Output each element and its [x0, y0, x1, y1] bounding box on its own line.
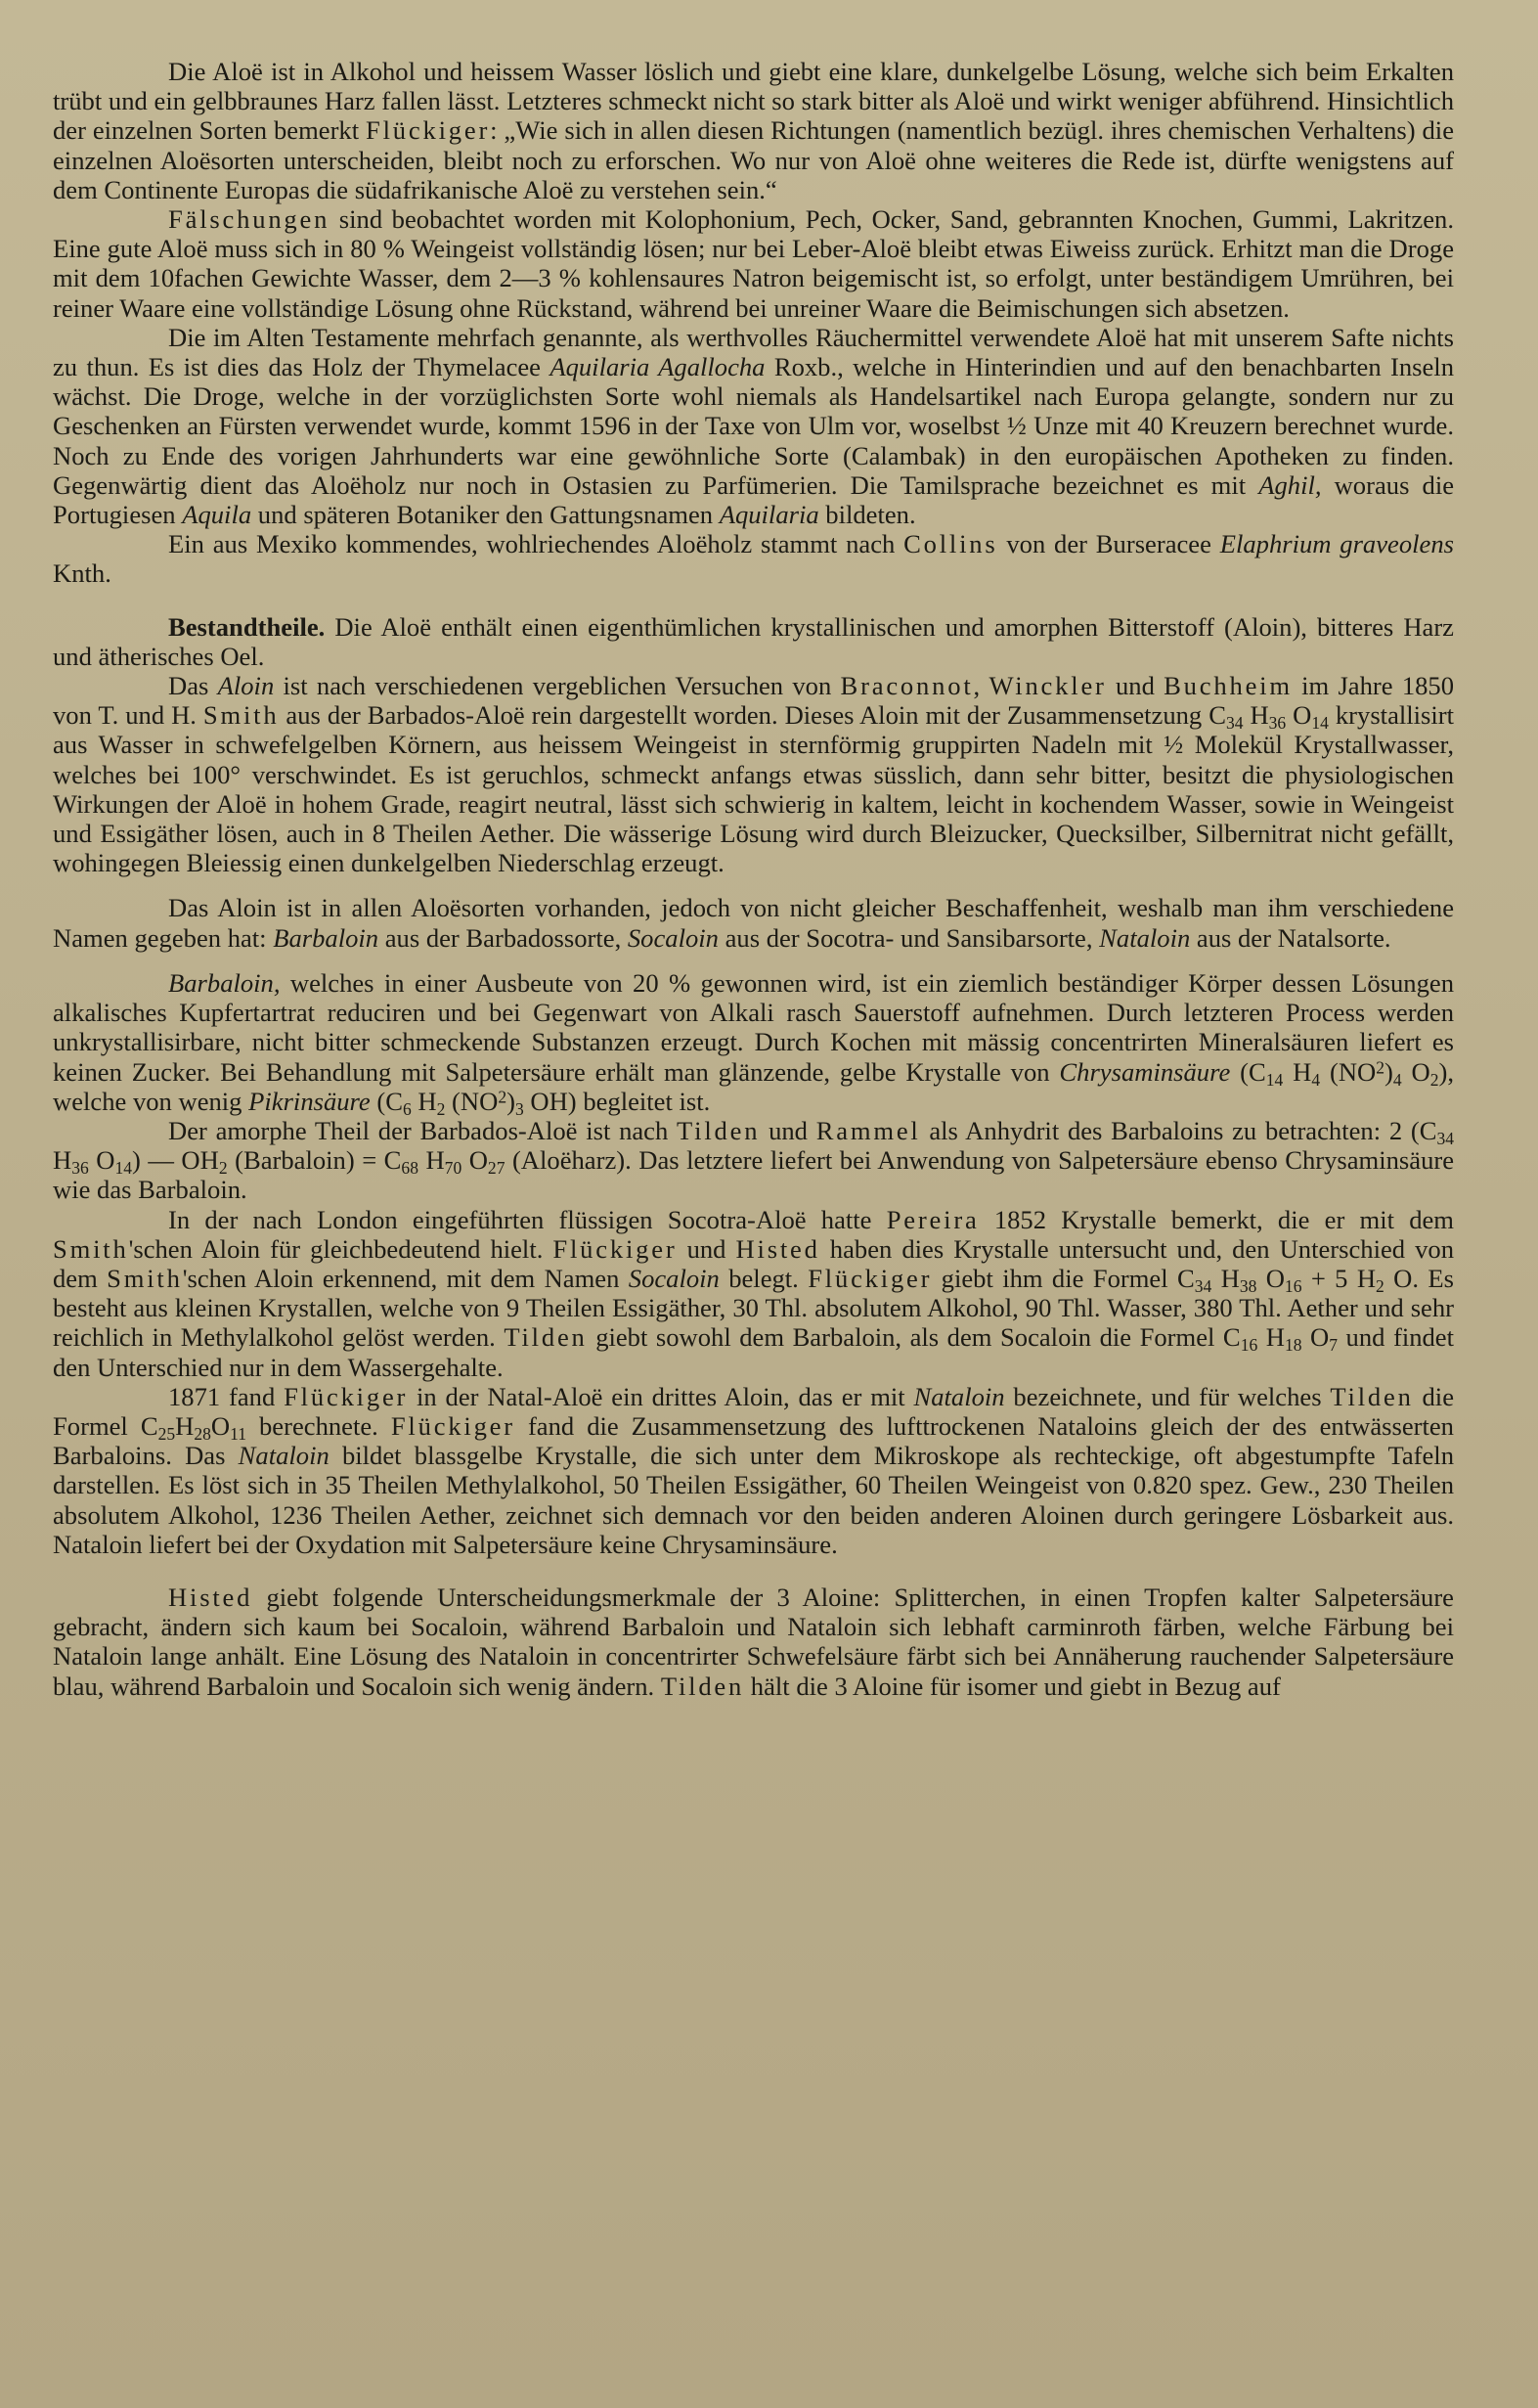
text-run: 'schen Aloin erkennend, mit dem Namen [182, 1263, 629, 1293]
text-run: Histed [735, 1233, 820, 1264]
text-run: giebt sowohl dem Barbaloin, als dem Socaloin die Formel C [587, 1322, 1241, 1353]
text-run: 34 [1194, 1275, 1212, 1296]
text-run: 16 [1240, 1335, 1258, 1356]
paragraph-p11 [53, 1382, 1454, 1559]
text-run: sind beobachtet worden mit Kolophonium, Pech, Ocker, Sand, gebrannten Knochen, Gummi, Lakritzen. Eine gute Aloë muss sich in 80 % Weingeist vollständig lösen; nur bei Leber-Aloë bleibt etwas Eiweiss zurück. Erhitzt man die Droge mit dem 10fachen Gewichte Wasser, dem 2—3 % kohlensaures Natron beigemischt ist, so erfolgt, unter beständigem Umrühren, bei reiner Waare eine vollständige Lösung ohne Rückstand, während bei unreiner Waare die Beimischungen sich absetzen. [53, 204, 1454, 323]
text-run: 14 [1265, 1069, 1284, 1090]
text-run: haben dies Krystalle untersucht und, den Unterschied von dem [53, 1233, 1454, 1293]
text-run: 'schen Aloin für gleichbedeutend hielt. [128, 1233, 553, 1264]
text-run: und späteren Botaniker den Gattungsnamen [251, 500, 720, 530]
text-run: in der Natal-Aloë ein drittes Aloin, das er mit [408, 1381, 914, 1411]
text-run: fand die Zusammensetzung des lufttrockenen Nataloins gleich der des entwässerten Barbaloins. Das [53, 1410, 1454, 1471]
text-run: H [53, 1145, 72, 1176]
text-run: und [1106, 671, 1164, 701]
text-run: OH) begleitet ist. [523, 1086, 711, 1116]
text-run: H [411, 1086, 437, 1116]
text-run: Tilden [1330, 1381, 1414, 1411]
text-run: Flückiger [366, 115, 491, 146]
text-run: (Aloëharz). Das letztere liefert bei Anwendung von Salpetersäure ebenso Chrysaminsäure wie das Barbaloin. [53, 1145, 1455, 1205]
text-run: O [461, 1145, 488, 1176]
text-run: 1871 fand [168, 1381, 285, 1411]
text-run: O [1301, 1322, 1330, 1353]
text-run: berechnete. [246, 1410, 391, 1441]
text-run: (NO [445, 1086, 499, 1116]
text-run: 3 [514, 1098, 524, 1119]
text-run: O. Es besteht aus kleinen Krystallen, welche von 9 Theilen Essigäther, 30 Thl. absolutem Alkohol, 90 Thl. Wasser, 380 Thl. Aether und sehr reichlich in Methylalkohol gelöst werden. [53, 1263, 1454, 1353]
text-run: 34 [1225, 713, 1244, 734]
text-run: Aghil, [1258, 469, 1322, 500]
text-run: Chrysaminsäure [1059, 1056, 1231, 1087]
text-run: bildeten. [818, 500, 916, 530]
text-run: 6 [402, 1098, 412, 1119]
text-run: Knth. [53, 558, 111, 589]
text-run: , [973, 671, 989, 701]
text-run: Das Aloin ist in allen Aloësorten vorhanden, jedoch von nicht gleicher Beschaffenheit, weshalb man ihm verschiedene Namen gegeben hat: [53, 893, 1454, 953]
text-run: Tilden [660, 1671, 745, 1701]
text-run: Barbaloin, [168, 967, 281, 998]
text-run: und [760, 1115, 816, 1145]
text-run: Tilden [677, 1115, 761, 1145]
text-run: hält die 3 Aloine für isomer und giebt in Bezug auf [744, 1671, 1281, 1701]
text-run: Flückiger [808, 1263, 933, 1293]
text-run: Flückiger [390, 1410, 515, 1441]
text-run: Nataloin [913, 1381, 1005, 1411]
text-run: Histed [168, 1582, 253, 1612]
text-run: Socaloin [628, 1263, 720, 1293]
text-run: 68 [401, 1158, 418, 1179]
text-run: 14 [114, 1158, 133, 1179]
text-run: Roxb., welche in Hinterindien und auf den benachbarten Inseln wächst. Die Droge, welche in der vorzüglichsten Sorte wohl niemals als Handelsartikel nach Europa gelangte, sondern nur zu Geschenken an Fürsten verwendet wurde, kommt 1596 in der Taxe von Ulm vor, woselbst ½ Unze mit 40 Kreuzern berechnet wurde. Noch zu Ende des vorigen Jahrhunderts war eine gewöhnliche Sorte (Calambak) in den europäischen Apotheken zu finden. Gegenwärtig dient das Aloëholz nur noch in Ostasien zu Parfümerien. Die Tamilsprache bezeichnet es mit [53, 352, 1454, 500]
text-run: bezeichnete, und für welches [1004, 1381, 1331, 1411]
text-run: H [1283, 1056, 1312, 1087]
text-run: 27 [487, 1158, 505, 1179]
text-run: 2 [1376, 1275, 1384, 1296]
text-run: 70 [444, 1158, 462, 1179]
text-run: O [1401, 1056, 1430, 1087]
text-run: 11 [230, 1423, 246, 1444]
paragraph-p6 [53, 671, 1454, 877]
text-run: H [417, 1145, 445, 1176]
text-run: welches in einer Ausbeute von 20 % gewonnen wird, ist ein ziemlich beständiger Körper dessen Lösungen alkalisches Kupfertartrat reduciren und bei Gegenwart von Alkali rasch Sauerstoff aufnehmen. Durch letzteren Process werden unkrystallisirbare, nicht bitter schmeckende Substanzen erzeugt. Durch Kochen mit mässig concentrirten Mineralsäuren liefert es keinen Zucker. Bei Behandlung mit Salpetersäure erhält man glänzende, gelbe Krystalle von [53, 967, 1454, 1087]
text-run: Nataloin [1099, 922, 1191, 953]
text-run: 4 [1311, 1069, 1321, 1090]
text-run: Fälschungen [168, 204, 330, 235]
text-run: aus der Barbadossorte, [378, 922, 628, 953]
text-run: Flückiger [284, 1381, 409, 1411]
text-run: 28 [194, 1423, 211, 1444]
text-run: Aquilaria Agallocha [549, 352, 766, 382]
text-run: 38 [1239, 1275, 1257, 1296]
text-run: 2 [436, 1098, 446, 1119]
text-run: 1852 Krystalle bemerkt, die er mit dem [979, 1204, 1454, 1234]
text-run: krystallisirt aus Wasser in schwefelgelben Körnern, aus heissem Weingeist in sternförmig gruppirten Nadeln mit ½ Molekül Krystallwasser, welches bei 100° verschwindet. Es ist geruchlos, schmeckt anfangs etwas süsslich, dann sehr bitter, besitzt die physiologischen Wirkungen der Aloë in hohem Grade, reagirt neutral, lässt sich schwierig in kaltem, leicht in kochendem Wasser, sowie in Weingeist und Essigäther lösen, auch in 8 Theilen Aether. Die wässerige Lösung wird durch Bleizucker, Quecksilber, Silbernitrat nicht gefällt, wohingegen Bleiessig einen dunkelgelben Niederschlag erzeugt. [53, 700, 1455, 878]
text-run: woraus die Portugiesen [53, 469, 1455, 530]
text-run: Die im Alten Testamente mehrfach genannte, als werthvolles Räuchermittel verwendete Aloë hat mit unserem Safte nichts zu thun. Es ist dies das Holz der Thymelacee [53, 322, 1454, 382]
text-run: O [210, 1410, 231, 1441]
paragraph-p3 [53, 323, 1454, 529]
text-run: Pereira [886, 1204, 980, 1234]
text-run: ) [1384, 1056, 1393, 1087]
text-run: H [1243, 700, 1269, 731]
paragraph-p4 [53, 529, 1454, 588]
text-run: H [175, 1410, 195, 1441]
text-run: Bestandtheile. [168, 611, 326, 642]
text-run: Der amorphe Theil der Barbados-Aloë ist nach [168, 1115, 678, 1145]
text-run: die Formel C [53, 1381, 1454, 1441]
text-run: : „Wie sich in allen diesen Richtungen (namentlich bezügl. ihres chemischen Verhaltens) die einzelnen Aloësorten unterscheiden, bleibt noch zu erforschen. Wo nur von Aloë ohne weiteres die Rede ist, dürfte wenigstens auf dem Continente Europas die südafrikanische Aloë zu verstehen sein.“ [53, 115, 1455, 204]
text-run: Smith [53, 1233, 129, 1264]
text-run: aus der Barbados-Aloë rein dargestellt worden. Dieses Aloin mit der Zusammensetzung C [279, 700, 1226, 731]
text-run: 34 [1436, 1128, 1455, 1148]
text-run: 25 [157, 1423, 176, 1444]
text-run: + 5 H [1301, 1263, 1377, 1293]
text-run: Flückiger [552, 1233, 678, 1264]
text-run: Buchheim [1164, 671, 1293, 701]
text-run: 2 [1429, 1069, 1439, 1090]
text-run: Rammel [815, 1115, 921, 1145]
text-run: 16 [1284, 1275, 1302, 1296]
text-run: ), welche von wenig [53, 1056, 1455, 1116]
text-run: O [1256, 1263, 1285, 1293]
text-run: 2 [1376, 1057, 1385, 1078]
text-run: O [1286, 700, 1312, 731]
text-run: Nataloin [238, 1441, 330, 1471]
text-run: Barbaloin [273, 922, 379, 953]
text-run: ist nach verschiedenen vergeblichen Versuchen von [274, 671, 841, 701]
text-run: ) — OH [132, 1145, 219, 1176]
text-run: Smith [107, 1263, 183, 1293]
paragraph-p7 [53, 893, 1454, 952]
paragraph-p1 [53, 57, 1454, 204]
text-run: 36 [1268, 713, 1287, 734]
text-run: Elaphrium graveolens [1219, 529, 1454, 559]
text-run: giebt ihm die Formel C [932, 1263, 1195, 1293]
text-run: (C [1230, 1056, 1266, 1087]
text-run: Collins [903, 529, 998, 559]
text-run: und findet den Unterschied nur in dem Wassergehalte. [53, 1322, 1455, 1382]
text-run: im Jahre 1850 von T. und H. [53, 671, 1455, 731]
text-run: als Anhydrit des Barbaloins zu betrachten: 2 (C [920, 1115, 1437, 1145]
text-run: 7 [1329, 1335, 1339, 1356]
text-run: aus der Natalsorte. [1190, 922, 1391, 953]
text-run: bildet blassgelbe Krystalle, die sich unter dem Mikroskope als rechteckige, oft abgestumpfte Tafeln darstellen. Es löst sich in 35 Theilen Methylalkohol, 50 Theilen Essigäther, 60 Theilen Weingeist von 0.820 spez. Gew., 230 Theilen absolutem Alkohol, 1236 Theilen Aether, zeichnet sich demnach vor den beiden anderen Aloinen durch geringere Lösbarkeit aus. Nataloin liefert bei der Oxydation mit Salpetersäure keine Chrysaminsäure. [53, 1441, 1454, 1559]
text-run: In der nach London eingeführten flüssigen Socotra-Aloë hatte [168, 1204, 887, 1234]
text-run: und [677, 1233, 736, 1264]
text-run: Aquilaria [719, 500, 819, 530]
text-run: (C [370, 1086, 403, 1116]
paragraph-p10 [53, 1205, 1454, 1382]
text-run: O [88, 1145, 115, 1176]
text-run: belegt. [719, 1263, 809, 1293]
paragraph-p12 [53, 1583, 1454, 1701]
text-run: Die Aloë ist in Alkohol und heissem Wasser löslich und giebt eine klare, dunkelgelbe Lösung, welche sich beim Erkalten trübt und ein gelbbraunes Harz fallen lässt. Letzteres schmeckt nicht so stark bitter als Aloë und wirkt weniger abführend. Hinsichtlich der einzelnen Sorten bemerkt [53, 57, 1454, 146]
text-run: (Barbaloin) = C [227, 1145, 402, 1176]
text-run: Die Aloë enthält einen eigenthümlichen krystallinischen und amorphen Bitterstoff (Aloin), bitteres Harz und ätherisches Oel. [53, 611, 1454, 671]
text-run: 4 [1392, 1069, 1402, 1090]
text-run: Pikrinsäure [248, 1086, 371, 1116]
text-run: Tilden [504, 1322, 588, 1353]
text-run: Smith [202, 700, 280, 731]
text-run: H [1211, 1263, 1240, 1293]
text-run: H [1257, 1322, 1285, 1353]
text-run: Winckler [989, 671, 1107, 701]
text-run: giebt folgende Unterscheidungsmerkmale der 3 Aloine: Splitterchen, in einen Tropfen kalter Salpetersäure gebracht, ändern sich kaum bei Socaloin, während Barbaloin und Nataloin sich lebhaft carminroth färben, welche Färbung bei Nataloin lange anhält. Eine Lösung des Nataloin in concentrirter Schwefelsäure färbt sich bei Annäherung rauchender Salpetersäure blau, während Barbaloin und Socaloin sich wenig ändern. [53, 1582, 1454, 1701]
text-run: Braconnot [840, 671, 974, 701]
text-run: 14 [1311, 713, 1329, 734]
text-run: 2 [498, 1087, 507, 1107]
paragraph-p2 [53, 204, 1454, 323]
text-run: aus der Socotra- und Sansibarsorte, [718, 922, 1100, 953]
text-run: Socaloin [627, 922, 719, 953]
text-run: 2 [218, 1158, 228, 1179]
text-run: 18 [1284, 1335, 1302, 1356]
text-run: Das [168, 671, 218, 701]
text-run: Ein aus Mexiko kommendes, wohlriechendes Aloëholz stammt nach [168, 529, 904, 559]
text-run: ) [506, 1086, 515, 1116]
text-run: Aloin [217, 671, 275, 701]
paragraph-p9 [53, 1116, 1454, 1205]
text-run: von der Burseracee [997, 529, 1220, 559]
text-run: (NO [1320, 1056, 1377, 1087]
page-body-text [53, 57, 1454, 1701]
text-run: Aquila [182, 500, 252, 530]
text-run: 36 [71, 1158, 89, 1179]
paragraph-p8 [53, 967, 1455, 1119]
paragraph-p5 [53, 612, 1454, 671]
